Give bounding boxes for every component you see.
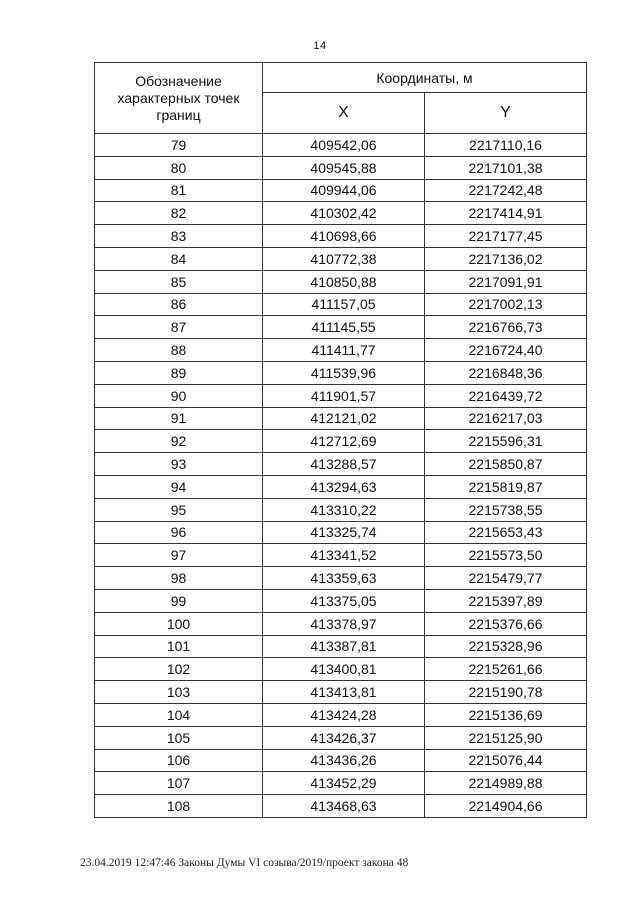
cell-point: 79 — [95, 134, 263, 157]
table-body — [95, 134, 587, 818]
table-row — [95, 567, 587, 590]
table-row — [95, 772, 587, 795]
cell-point: 87 — [95, 316, 263, 339]
cell-point: 99 — [95, 589, 263, 612]
cell-x: 413400,81 — [263, 658, 425, 681]
table-row — [95, 225, 587, 248]
cell-point: 96 — [95, 521, 263, 544]
cell-y: 2217414,91 — [425, 202, 587, 225]
header-x: X — [263, 93, 425, 134]
header-y: Y — [425, 93, 587, 134]
cell-x: 413288,57 — [263, 453, 425, 476]
table-row — [95, 681, 587, 704]
table-row — [95, 658, 587, 681]
cell-point: 102 — [95, 658, 263, 681]
cell-y: 2215190,78 — [425, 681, 587, 704]
table-row — [95, 453, 587, 476]
table-row — [95, 589, 587, 612]
cell-x: 411901,57 — [263, 384, 425, 407]
cell-point: 100 — [95, 612, 263, 635]
cell-y: 2215376,66 — [425, 612, 587, 635]
cell-x: 413359,63 — [263, 567, 425, 590]
cell-point: 83 — [95, 225, 263, 248]
cell-point: 107 — [95, 772, 263, 795]
cell-x: 410850,88 — [263, 270, 425, 293]
cell-point: 82 — [95, 202, 263, 225]
cell-y: 2216724,40 — [425, 339, 587, 362]
table-row — [95, 179, 587, 202]
cell-x: 409542,06 — [263, 134, 425, 157]
table-row — [95, 156, 587, 179]
cell-point: 88 — [95, 339, 263, 362]
cell-point: 84 — [95, 247, 263, 270]
cell-point: 81 — [95, 179, 263, 202]
cell-x: 413452,29 — [263, 772, 425, 795]
cell-x: 409545,88 — [263, 156, 425, 179]
cell-x: 413378,97 — [263, 612, 425, 635]
cell-x: 411145,55 — [263, 316, 425, 339]
cell-x: 413413,81 — [263, 681, 425, 704]
table-row — [95, 521, 587, 544]
table-row — [95, 749, 587, 772]
table-header — [95, 63, 587, 134]
cell-y: 2217101,38 — [425, 156, 587, 179]
table-row — [95, 384, 587, 407]
cell-x: 413294,63 — [263, 475, 425, 498]
header-coordinates: Координаты, м — [263, 63, 587, 93]
cell-x: 411157,05 — [263, 293, 425, 316]
table-row — [95, 795, 587, 818]
cell-point: 104 — [95, 703, 263, 726]
cell-y: 2217177,45 — [425, 225, 587, 248]
table-row — [95, 544, 587, 567]
cell-y: 2215261,66 — [425, 658, 587, 681]
cell-y: 2215573,50 — [425, 544, 587, 567]
cell-x: 410698,66 — [263, 225, 425, 248]
cell-x: 413375,05 — [263, 589, 425, 612]
table-row — [95, 247, 587, 270]
cell-x: 412712,69 — [263, 430, 425, 453]
table-row — [95, 339, 587, 362]
cell-point: 89 — [95, 361, 263, 384]
cell-y: 2215738,55 — [425, 498, 587, 521]
cell-y: 2215397,89 — [425, 589, 587, 612]
table-row — [95, 407, 587, 430]
cell-y: 2215136,69 — [425, 703, 587, 726]
cell-x: 410772,38 — [263, 247, 425, 270]
cell-y: 2217091,91 — [425, 270, 587, 293]
cell-point: 97 — [95, 544, 263, 567]
coordinates-table — [94, 62, 587, 818]
cell-x: 413341,52 — [263, 544, 425, 567]
cell-y: 2215125,90 — [425, 726, 587, 749]
cell-point: 85 — [95, 270, 263, 293]
cell-point: 91 — [95, 407, 263, 430]
cell-y: 2217002,13 — [425, 293, 587, 316]
table-row — [95, 270, 587, 293]
cell-x: 413310,22 — [263, 498, 425, 521]
cell-point: 106 — [95, 749, 263, 772]
cell-y: 2217110,16 — [425, 134, 587, 157]
cell-x: 410302,42 — [263, 202, 425, 225]
cell-y: 2216217,03 — [425, 407, 587, 430]
table-row — [95, 361, 587, 384]
table-row — [95, 134, 587, 157]
cell-point: 98 — [95, 567, 263, 590]
cell-y: 2214989,88 — [425, 772, 587, 795]
cell-y: 2215328,96 — [425, 635, 587, 658]
cell-y: 2214904,66 — [425, 795, 587, 818]
cell-point: 108 — [95, 795, 263, 818]
cell-x: 412121,02 — [263, 407, 425, 430]
table-row — [95, 635, 587, 658]
cell-y: 2216766,73 — [425, 316, 587, 339]
cell-y: 2216848,36 — [425, 361, 587, 384]
table-row — [95, 498, 587, 521]
cell-x: 413468,63 — [263, 795, 425, 818]
table-row — [95, 430, 587, 453]
cell-y: 2216439,72 — [425, 384, 587, 407]
cell-x: 411411,77 — [263, 339, 425, 362]
cell-point: 93 — [95, 453, 263, 476]
cell-y: 2215479,77 — [425, 567, 587, 590]
cell-x: 413387,81 — [263, 635, 425, 658]
footer-stamp: 23.04.2019 12:47:46 Законы Думы VI созыва/2019/проект закона 48 — [80, 857, 409, 869]
cell-point: 101 — [95, 635, 263, 658]
cell-point: 94 — [95, 475, 263, 498]
table-row — [95, 316, 587, 339]
cell-x: 413325,74 — [263, 521, 425, 544]
cell-point: 105 — [95, 726, 263, 749]
table-row — [95, 202, 587, 225]
table-row — [95, 612, 587, 635]
cell-x: 411539,96 — [263, 361, 425, 384]
page-number: 14 — [313, 40, 327, 52]
cell-point: 92 — [95, 430, 263, 453]
cell-point: 90 — [95, 384, 263, 407]
cell-point: 103 — [95, 681, 263, 704]
cell-y: 2215076,44 — [425, 749, 587, 772]
cell-point: 80 — [95, 156, 263, 179]
cell-x: 413424,28 — [263, 703, 425, 726]
cell-x: 409944,06 — [263, 179, 425, 202]
cell-point: 95 — [95, 498, 263, 521]
cell-x: 413436,26 — [263, 749, 425, 772]
cell-y: 2217136,02 — [425, 247, 587, 270]
table-row — [95, 703, 587, 726]
table-row — [95, 293, 587, 316]
cell-y: 2217242,48 — [425, 179, 587, 202]
cell-y: 2215850,87 — [425, 453, 587, 476]
cell-x: 413426,37 — [263, 726, 425, 749]
cell-point: 86 — [95, 293, 263, 316]
cell-y: 2215819,87 — [425, 475, 587, 498]
table-row — [95, 475, 587, 498]
table-row — [95, 726, 587, 749]
cell-y: 2215653,43 — [425, 521, 587, 544]
cell-y: 2215596,31 — [425, 430, 587, 453]
header-point-designation: Обозначение характерных точек границ — [95, 63, 263, 134]
